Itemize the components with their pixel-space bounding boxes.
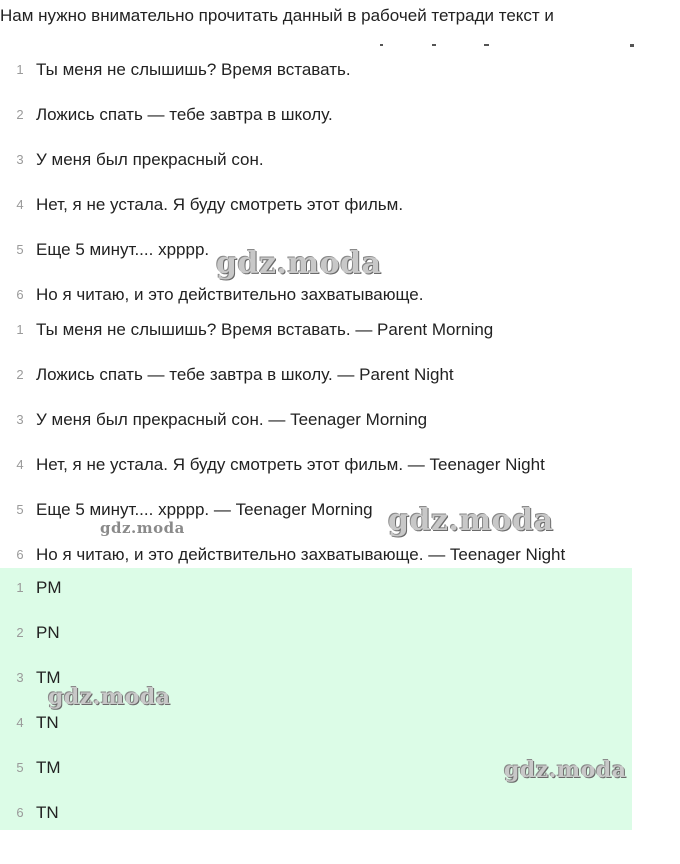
line-text: Ты меня не слышишь? Время вставать. — Parent Morning [36, 320, 494, 339]
line-text: У меня был прекрасный сон. — Teenager Morning [36, 410, 428, 429]
list-item [0, 60, 632, 105]
line-number: 2 [16, 625, 24, 640]
line-text: У меня был прекрасный сон. [36, 150, 264, 169]
list-item [0, 713, 632, 758]
line-text: Но я читаю, и это действительно захватывающе. [36, 285, 424, 304]
line-number: 6 [16, 805, 24, 820]
line-text: Нет, я не устала. Я буду смотреть этот фильм. — Teenager Night [36, 455, 545, 474]
line-number: 3 [16, 152, 24, 167]
list-item [0, 105, 632, 150]
list-item [0, 195, 632, 240]
list-item [0, 623, 632, 668]
list-item [0, 455, 632, 500]
line-text: TN [36, 803, 59, 822]
line-text: PM [36, 578, 62, 597]
line-number: 6 [16, 547, 24, 562]
line-number: 4 [16, 197, 24, 212]
list-item [0, 150, 632, 195]
line-number: 6 [16, 287, 24, 302]
watermark: gdz.moda [48, 684, 171, 710]
list-item [0, 803, 632, 848]
line-text: PN [36, 623, 60, 642]
watermark: gdz.moda [504, 757, 627, 783]
list-item [0, 365, 632, 410]
list-item [0, 320, 632, 365]
line-text: TM [36, 758, 61, 777]
line-text: Ложись спать — тебе завтра в школу. [36, 105, 333, 124]
list-item [0, 578, 632, 623]
line-text: Ты меня не слышишь? Время вставать. [36, 60, 351, 79]
line-text: Нет, я не устала. Я буду смотреть этот фильм. [36, 195, 404, 214]
line-number: 3 [16, 670, 24, 685]
line-number: 2 [16, 107, 24, 122]
line-number: 3 [16, 412, 24, 427]
watermark: gdz.moda [388, 503, 554, 538]
line-text: Ложись спать — тебе завтра в школу. — Parent Night [36, 365, 454, 384]
sentence-list [0, 60, 632, 330]
line-number: 1 [16, 580, 24, 595]
line-text: Еще 5 минут.... хрррр. [36, 240, 210, 259]
line-number: 5 [16, 502, 24, 517]
line-number: 1 [16, 322, 24, 337]
cropped-text-line [380, 44, 634, 47]
line-number: 1 [16, 62, 24, 77]
intro-text: Нам нужно внимательно прочитать данный в рабочей тетради текст и [0, 6, 554, 25]
line-number: 4 [16, 457, 24, 472]
watermark: gdz.moda [100, 519, 185, 537]
line-number: 5 [16, 242, 24, 257]
annotated-sentence-list [0, 320, 632, 590]
line-number: 4 [16, 715, 24, 730]
line-text: TM [36, 668, 61, 687]
line-text: Но я читаю, и это действительно захватывающе. — Teenager Night [36, 545, 566, 564]
line-text: Еще 5 минут.... хрррр. — Teenager Morning [36, 500, 373, 519]
line-text: TN [36, 713, 59, 732]
watermark: gdz.moda [216, 246, 382, 281]
line-number: 2 [16, 367, 24, 382]
line-number: 5 [16, 760, 24, 775]
list-item [0, 410, 632, 455]
